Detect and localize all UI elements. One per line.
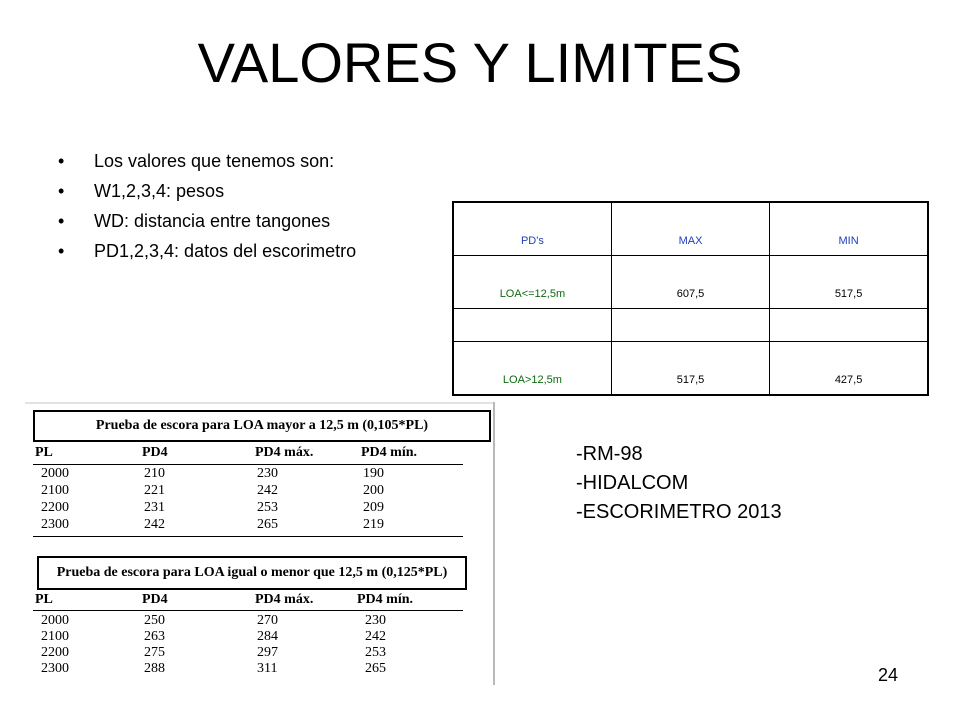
scan-cell: 2000	[41, 613, 69, 628]
scan-table1-header: PD4 mín.	[361, 445, 417, 460]
bullet-list	[58, 146, 356, 266]
scan-cell: 230	[257, 466, 278, 481]
scan-cell: 288	[144, 661, 165, 676]
scan-cell: 270	[257, 613, 278, 628]
scan-cell: 253	[365, 645, 386, 660]
scan-cell: 190	[363, 466, 384, 481]
bullet-item: • Los valores que tenemos son:	[58, 146, 356, 176]
max-cell	[611, 309, 769, 342]
row-label: LOA>12,5m	[453, 342, 611, 396]
scan-table2-header: PD4 mín.	[357, 592, 413, 607]
scan-cell: 2100	[41, 483, 69, 498]
scan-table1-title: Prueba de escora para LOA mayor a 12,5 m (0,105*PL)	[33, 410, 491, 442]
scan-cell: 2100	[41, 629, 69, 644]
scan-border	[493, 402, 495, 685]
page-number: 24	[878, 665, 899, 685]
scan-cell: 311	[257, 661, 278, 676]
bullet-item: • WD: distancia entre tangones	[58, 206, 356, 236]
max-cell: 517,5	[611, 342, 769, 396]
references-list	[576, 440, 782, 527]
table-row-empty	[453, 309, 928, 342]
table-row	[453, 342, 928, 396]
scan-cell: 242	[144, 517, 165, 532]
slide-title: VALORES Y LIMITES	[197, 31, 743, 94]
scan-border	[25, 402, 495, 404]
bullet-item: • W1,2,3,4: pesos	[58, 176, 356, 206]
reference-item: -RM-98	[576, 443, 643, 465]
scan-cell: 209	[363, 500, 384, 515]
scan-table1-header: PL	[35, 445, 53, 460]
bullet-item: • PD1,2,3,4: datos del escorimetro	[58, 236, 356, 266]
scan-cell: 2300	[41, 661, 69, 676]
scan-cell: 253	[257, 500, 278, 515]
limits-table	[452, 201, 929, 396]
scan-cell: 230	[365, 613, 386, 628]
scan-cell: 242	[257, 483, 278, 498]
scan-table2-header: PD4	[142, 592, 168, 607]
max-cell: 607,5	[611, 256, 769, 309]
scan-cell: 200	[363, 483, 384, 498]
scan-cell: 231	[144, 500, 165, 515]
scan-divider	[33, 536, 463, 537]
scan-cell: 221	[144, 483, 165, 498]
table-row	[453, 256, 928, 309]
scanned-tables-image	[25, 402, 495, 685]
scan-cell: 2000	[41, 466, 69, 481]
scan-cell: 219	[363, 517, 384, 532]
scan-table1-header: PD4	[142, 445, 168, 460]
scan-cell: 2300	[41, 517, 69, 532]
reference-item: -ESCORIMETRO 2013	[576, 501, 782, 523]
scan-table2-header: PL	[35, 592, 53, 607]
limits-table-header	[453, 202, 928, 256]
scan-cell: 2200	[41, 500, 69, 515]
reference-item: -HIDALCOM	[576, 472, 689, 494]
header-cell-min: MIN	[770, 202, 928, 256]
scan-table1-header: PD4 máx.	[255, 445, 314, 460]
scan-table2-title: Prueba de escora para LOA igual o menor que 12,5 m (0,125*PL)	[37, 556, 467, 590]
header-cell-pds: PD's	[453, 202, 611, 256]
scan-cell: 263	[144, 629, 165, 644]
scan-cell: 2200	[41, 645, 69, 660]
header-cell-max: MAX	[611, 202, 769, 256]
scan-table2-header: PD4 máx.	[255, 592, 314, 607]
scan-divider	[33, 610, 463, 611]
min-cell	[770, 309, 928, 342]
min-cell: 517,5	[770, 256, 928, 309]
scan-cell: 265	[365, 661, 386, 676]
row-label	[453, 309, 611, 342]
scan-cell: 275	[144, 645, 165, 660]
scan-cell: 242	[365, 629, 386, 644]
scan-cell: 265	[257, 517, 278, 532]
min-cell: 427,5	[770, 342, 928, 396]
scan-cell: 297	[257, 645, 278, 660]
scan-cell: 284	[257, 629, 278, 644]
scan-divider	[33, 464, 463, 465]
row-label: LOA<=12,5m	[453, 256, 611, 309]
scan-cell: 210	[144, 466, 165, 481]
scan-cell: 250	[144, 613, 165, 628]
